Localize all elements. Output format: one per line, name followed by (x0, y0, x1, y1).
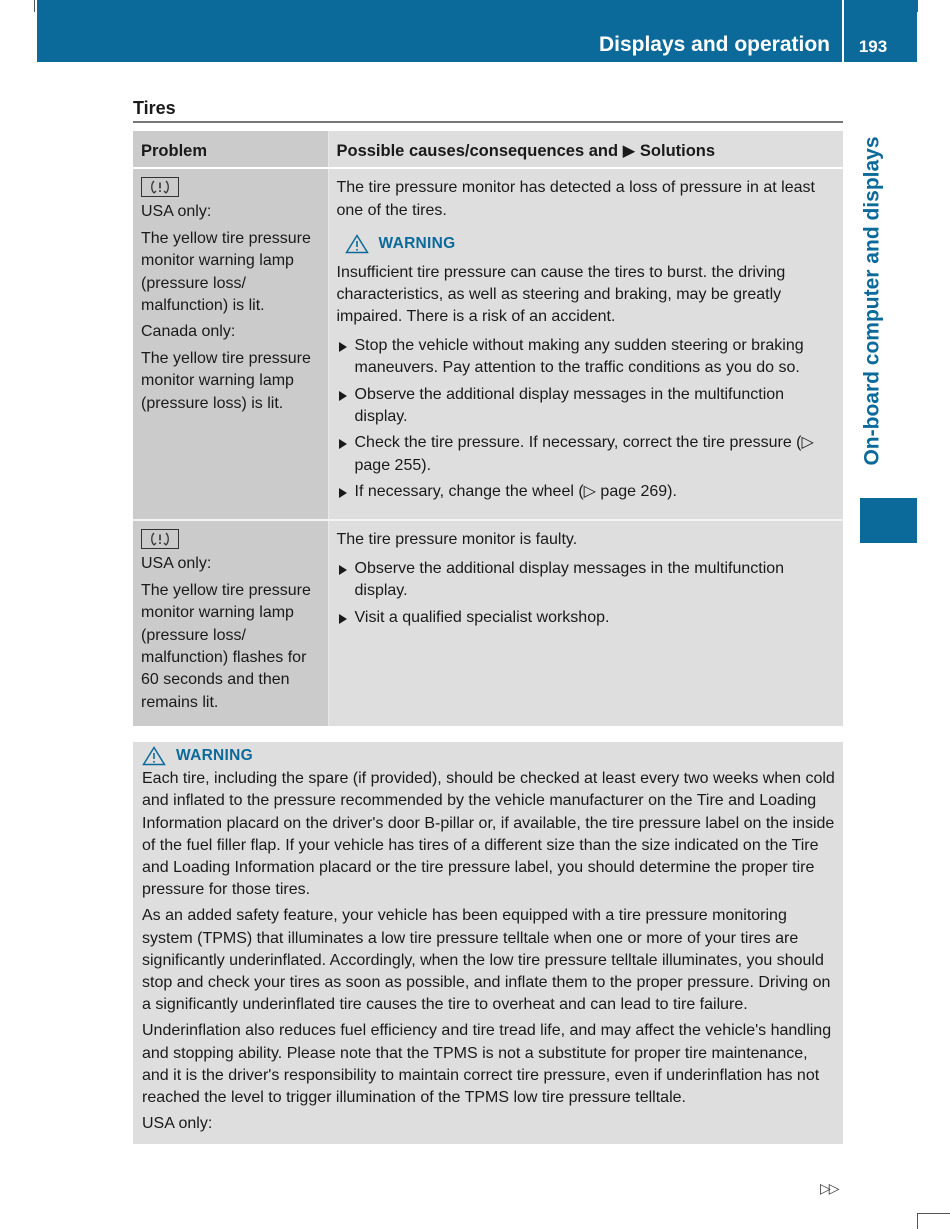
section-title: Tires (133, 98, 176, 118)
warning-heading (345, 233, 838, 255)
warning-paragraph: Each tire, including the spare (if provided), should be checked at least every two weeks when cold and inflated to the pressure recommended by the vehicle manufacturer on the Tire and Loading Information placard on the driver's door B-pillar or, if available, the tire pressure label on the inside of the fuel filler flap. If your vehicle has tires of a different size than the size indicated on the Tire and Loading Information placard or the tire pressure label, you should determine the proper tire pressure for those tires. (142, 770, 835, 899)
warning-box (133, 742, 843, 1144)
problem-cell (133, 520, 328, 726)
bullet-arrow-icon (339, 488, 347, 498)
side-tab (857, 116, 889, 486)
warning-paragraph: As an added safety feature, your vehicle has been equipped with a tire pressure monitoring system (TPMS) that illuminates a low tire pressure telltale when one or more of your tires are significantly underinflated. Accordingly, when the low tire pressure telltale illuminates, you should stop and check your tires as soon as possible, and inflate them to the proper pressure. Driving on a significantly underinflated tire causes the tire to overheat and can lead to tire failure. (142, 907, 831, 1014)
warning-paragraph: USA only: (142, 1115, 213, 1133)
side-tab-marker (860, 498, 917, 543)
table-row (133, 520, 843, 726)
problem-text: The yellow tire pressure monitor warning lamp (pressure loss) is lit. (141, 349, 311, 412)
solution-step: Stop the vehicle without making any sudden steering or braking maneuvers. Pay attention to the traffic conditions as you do so. (337, 335, 838, 380)
section-rule (133, 121, 843, 123)
tpms-warning-lamp-icon (141, 529, 179, 549)
problem-cell (133, 168, 328, 520)
warning-heading (142, 745, 835, 767)
crop-mark (917, 1213, 918, 1229)
warning-label: WARNING (176, 747, 254, 764)
solution-step: Check the tire pressure. If necessary, correct the tire pressure (▷ page 255). (337, 432, 838, 477)
table-row (133, 168, 843, 520)
warning-label: WARNING (378, 235, 456, 253)
cause-text: The tire pressure monitor has detected a loss of pressure in at least one of the tires. (336, 179, 815, 219)
solution-step: If necessary, change the wheel (▷ page 269). (337, 481, 838, 503)
continue-marker: ▷▷ (820, 1180, 838, 1196)
header-divider (842, 0, 844, 62)
warning-triangle-icon (142, 746, 166, 766)
crop-mark (917, 1213, 950, 1214)
problem-text: The yellow tire pressure monitor warning lamp (pressure loss/ malfunction) is lit. (141, 229, 311, 315)
warning-triangle-icon (345, 234, 369, 254)
solution-step: Observe the additional display messages in the multifunction display. (337, 558, 838, 603)
warning-text: Insufficient tire pressure can cause the tires to burst. the driving characteristics, as well as steering and braking, may be greatly impaired. There is a risk of an accident. (336, 263, 786, 326)
bullet-arrow-icon (339, 342, 347, 352)
problem-text: The yellow tire pressure monitor warning lamp (pressure loss/ malfunction) flashes for 60 seconds and then remains lit. (141, 581, 311, 711)
crop-mark (34, 0, 35, 12)
troubleshooting-table (133, 131, 843, 726)
table-header-row (133, 131, 843, 168)
side-tab-label: On-board computer and displays (861, 136, 884, 466)
bullet-arrow-icon (339, 565, 347, 575)
solution-cell (328, 168, 843, 520)
page-number: 193 (858, 37, 888, 56)
problem-text: USA only: (141, 203, 212, 221)
chapter-title: Displays and operation (598, 33, 830, 56)
cause-text: The tire pressure monitor is faulty. (336, 531, 578, 549)
bullet-arrow-icon (339, 439, 347, 449)
solution-cell (328, 520, 843, 726)
warning-paragraph: Underinflation also reduces fuel efficiency and tire tread life, and may affect the vehicle's handling and stopping ability. Please note that the TPMS is not a substitute for proper tire maintenance, and it is the driver's responsibility to maintain correct tire pressure, even if underinflation has not reached the level to trigger illumination of the TPMS low tire pressure telltale. (142, 1022, 832, 1107)
column-header-problem: Problem (133, 131, 328, 168)
problem-text: Canada only: (141, 323, 236, 341)
problem-text: USA only: (141, 555, 212, 573)
column-header-solutions: Possible causes/consequences and ▶ Solutions (328, 131, 843, 168)
bullet-arrow-icon (339, 391, 347, 401)
crop-mark (917, 0, 918, 12)
solution-step: Observe the additional display messages in the multifunction display. (337, 384, 838, 429)
bullet-arrow-icon (339, 614, 347, 624)
tpms-warning-lamp-icon (141, 177, 179, 197)
solution-step: Visit a qualified specialist workshop. (337, 607, 838, 629)
